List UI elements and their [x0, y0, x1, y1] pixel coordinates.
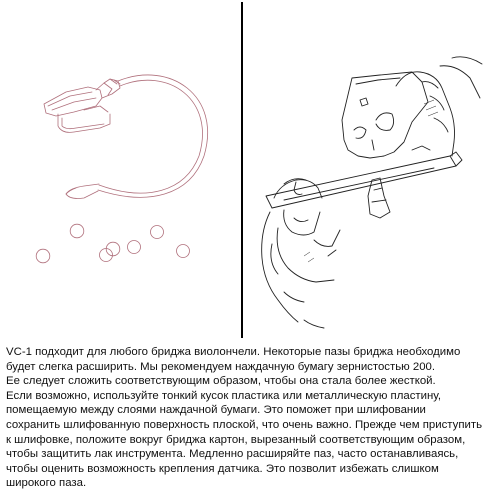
sanding-illustration [244, 0, 484, 340]
instructions-line-7: к шлифовке, положите вокруг бриджа картон, вырезанный соответствующим образом, [6, 433, 466, 446]
instructions-line-5: помещаемую между слоями наждачной бумаги. Это поможет при шлифовании [6, 404, 426, 417]
pickup-illustration [0, 0, 240, 340]
instructions-line-9: чтобы оценить возможность крепления датчика. Это позволит избежать слишком [6, 462, 439, 475]
instructions-line-8: чтобы защитить лак инструмента. Медленно расширяйте паз, часто останавливаясь, [6, 448, 459, 461]
instructions-text [6, 345, 483, 491]
rubber-ball-4 [128, 241, 141, 254]
instructions-line-3: Ее следует сложить соответствующим образом, чтобы она стала более жесткой. [6, 375, 436, 388]
instructions-line-4: Если возможно, используйте тонкий кусок пластика или металлическую пластину, [6, 389, 441, 402]
rubber-ball-2 [151, 226, 164, 239]
rubber-ball-7 [177, 245, 190, 258]
divider-line [241, 2, 243, 338]
instructions-line-2: будет слегка расширить. Мы рекомендуем наждачную бумагу зернистостью 200. [6, 360, 436, 373]
instructions-line-6: сохранить шлифованную поверхность плоской, что очень важно. Прежде чем приступить [6, 418, 483, 431]
instructions-line-1: VC-1 подходит для любого бриджа виолончели. Некоторые пазы бриджа необходимо [6, 346, 461, 358]
instructions-line-10: широкого паза. [6, 477, 87, 490]
rubber-ball-1 [70, 224, 84, 238]
rubber-ball-5 [36, 249, 50, 263]
